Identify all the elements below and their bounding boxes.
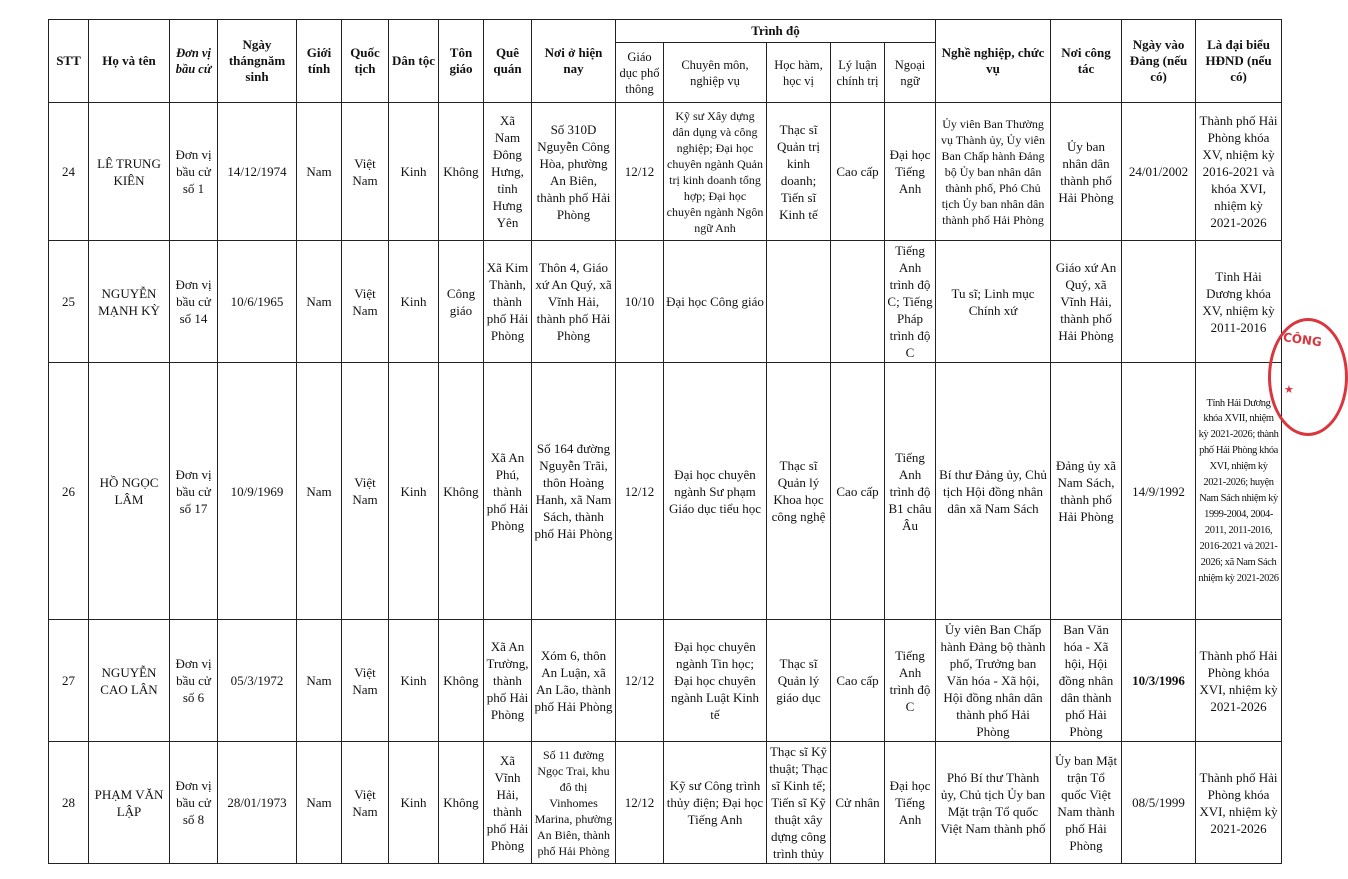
cell-ngoai-ngu: Tiếng Anh trình độ C (885, 620, 936, 742)
cell-stt: 27 (49, 620, 89, 742)
cell-que-quan: Xã Nam Đông Hưng, tỉnh Hưng Yên (484, 103, 532, 241)
cell-nghe-nghiep: Tu sĩ; Linh mục Chính xứ (936, 241, 1051, 363)
table-row (49, 742, 1282, 864)
cell-giao-duc: 12/12 (616, 363, 664, 620)
cell-chuyen-mon: Kỹ sư Công trình thủy điện; Đại học Tiếng Anh (664, 742, 767, 864)
cell-ho-ten: LÊ TRUNG KIÊN (89, 103, 170, 241)
cell-noi-cong-tac: Ủy ban nhân dân thành phố Hải Phòng (1051, 103, 1122, 241)
cell-gioi-tinh: Nam (297, 103, 342, 241)
header-chuyen-mon: Chuyên môn, nghiệp vụ (664, 43, 767, 103)
cell-chuyen-mon: Kỹ sư Xây dựng dân dụng và công nghiệp; Đại học chuyên ngành Quản trị kinh doanh tổng hợp; Đại học chuyên ngành Ngôn ngữ Anh (664, 103, 767, 241)
cell-gioi-tinh: Nam (297, 620, 342, 742)
header-dai-bieu: Là đại biểu HĐND (nếu có) (1196, 20, 1282, 103)
cell-ngay-vao-dang: 24/01/2002 (1122, 103, 1196, 241)
cell-chuyen-mon: Đại học chuyên ngành Sư phạm Giáo dục tiểu học (664, 363, 767, 620)
cell-ngay-sinh: 05/3/1972 (218, 620, 297, 742)
cell-giao-duc: 12/12 (616, 742, 664, 864)
cell-nghe-nghiep: Bí thư Đảng ủy, Chủ tịch Hội đồng nhân dân xã Nam Sách (936, 363, 1051, 620)
table-row (49, 103, 1282, 241)
header-ho-ten: Họ và tên (89, 20, 170, 103)
cell-ho-ten: NGUYỄN MẠNH KỲ (89, 241, 170, 363)
cell-quoc-tich: Việt Nam (342, 363, 389, 620)
table-row (49, 620, 1282, 742)
cell-ly-luan: Cử nhân (831, 742, 885, 864)
cell-noi-o: Thôn 4, Giáo xứ An Quý, xã Vĩnh Hải, thành phố Hải Phòng (532, 241, 616, 363)
cell-nghe-nghiep: Phó Bí thư Thành ủy, Chủ tịch Ủy ban Mặt trận Tổ quốc Việt Nam thành phố (936, 742, 1051, 864)
cell-ton-giao: Không (439, 103, 484, 241)
cell-stt: 24 (49, 103, 89, 241)
cell-ly-luan: Cao cấp (831, 620, 885, 742)
cell-dan-toc: Kinh (389, 241, 439, 363)
cell-stt: 26 (49, 363, 89, 620)
cell-ly-luan (831, 241, 885, 363)
header-don-vi: Đơn vị bầu cử (170, 20, 218, 103)
cell-nghe-nghiep: Ủy viên Ban Thường vụ Thành ủy, Ủy viên Ban Chấp hành Đảng bộ Ủy ban nhân dân thành phố, Phó Chủ tịch Ủy ban nhân dân thành phố Hải Phòng (936, 103, 1051, 241)
cell-ngay-sinh: 10/9/1969 (218, 363, 297, 620)
cell-dan-toc: Kinh (389, 103, 439, 241)
cell-ngay-sinh: 10/6/1965 (218, 241, 297, 363)
header-nghe-nghiep: Nghề nghiệp, chức vụ (936, 20, 1051, 103)
header-ngay-vao-dang: Ngày vào Đảng (nếu có) (1122, 20, 1196, 103)
cell-hoc-ham: Thạc sĩ Quản lý giáo dục (767, 620, 831, 742)
cell-que-quan: Xã Kim Thành, thành phố Hải Phòng (484, 241, 532, 363)
cell-dan-toc: Kinh (389, 620, 439, 742)
cell-giao-duc: 12/12 (616, 103, 664, 241)
cell-dan-toc: Kinh (389, 742, 439, 864)
cell-giao-duc: 12/12 (616, 620, 664, 742)
header-noi-o: Nơi ở hiện nay (532, 20, 616, 103)
cell-ho-ten: NGUYỄN CAO LÂN (89, 620, 170, 742)
cell-ngoai-ngu: Tiếng Anh trình độ B1 châu Âu (885, 363, 936, 620)
header-stt: STT (49, 20, 89, 103)
official-seal-text: CÔNG (1282, 330, 1323, 350)
cell-hoc-ham: Thạc sĩ Kỹ thuật; Thạc sĩ Kinh tế; Tiến sĩ Kỹ thuật xây dựng công trình thủy (767, 742, 831, 864)
cell-quoc-tich: Việt Nam (342, 742, 389, 864)
cell-gioi-tinh: Nam (297, 241, 342, 363)
header-que-quan: Quê quán (484, 20, 532, 103)
header-hoc-ham: Học hàm, học vị (767, 43, 831, 103)
header-trinh-do: Trình độ (616, 20, 936, 43)
cell-dai-bieu: Thành phố Hải Phòng khóa XVI, nhiệm kỳ 2021-2026 (1196, 620, 1282, 742)
cell-ngay-vao-dang (1122, 241, 1196, 363)
cell-don-vi: Đơn vị bầu cử số 14 (170, 241, 218, 363)
cell-hoc-ham (767, 241, 831, 363)
cell-quoc-tich: Việt Nam (342, 103, 389, 241)
cell-don-vi: Đơn vị bầu cử số 6 (170, 620, 218, 742)
table-row (49, 241, 1282, 363)
cell-noi-cong-tac: Ủy ban Mặt trận Tổ quốc Việt Nam thành phố Hải Phòng (1051, 742, 1122, 864)
cell-ho-ten: PHẠM VĂN LẬP (89, 742, 170, 864)
cell-hoc-ham: Thạc sĩ Quản trị kinh doanh; Tiến sĩ Kinh tế (767, 103, 831, 241)
cell-ton-giao: Công giáo (439, 241, 484, 363)
cell-ton-giao: Không (439, 363, 484, 620)
cell-gioi-tinh: Nam (297, 742, 342, 864)
cell-ly-luan: Cao cấp (831, 363, 885, 620)
cell-giao-duc: 10/10 (616, 241, 664, 363)
cell-ly-luan: Cao cấp (831, 103, 885, 241)
cell-quoc-tich: Việt Nam (342, 620, 389, 742)
cell-dai-bieu: Tỉnh Hải Dương khóa XV, nhiệm kỳ 2011-2016 (1196, 241, 1282, 363)
header-ngay-sinh: Ngày thángnăm sinh (218, 20, 297, 103)
cell-ngoai-ngu: Đại học Tiếng Anh (885, 103, 936, 241)
cell-ngoai-ngu: Tiếng Anh trình độ C; Tiếng Pháp trình độ C (885, 241, 936, 363)
seal-star-icon: ★ (1284, 384, 1294, 396)
cell-noi-o: Xóm 6, thôn An Luận, xã An Lão, thành phố Hải Phòng (532, 620, 616, 742)
header-row-1 (49, 20, 1282, 43)
cell-stt: 28 (49, 742, 89, 864)
cell-quoc-tich: Việt Nam (342, 241, 389, 363)
cell-que-quan: Xã An Trường, thành phố Hải Phòng (484, 620, 532, 742)
cell-dai-bieu: Thành phố Hải Phòng khóa XVI, nhiệm kỳ 2021-2026 (1196, 742, 1282, 864)
header-ton-giao: Tôn giáo (439, 20, 484, 103)
cell-ngay-vao-dang: 08/5/1999 (1122, 742, 1196, 864)
header-ngoai-ngu: Ngoại ngữ (885, 43, 936, 103)
cell-stt: 25 (49, 241, 89, 363)
cell-don-vi: Đơn vị bầu cử số 8 (170, 742, 218, 864)
cell-ngay-sinh: 28/01/1973 (218, 742, 297, 864)
cell-ngay-vao-dang: 14/9/1992 (1122, 363, 1196, 620)
cell-chuyen-mon: Đại học chuyên ngành Tin học; Đại học chuyên ngành Luật Kinh tế (664, 620, 767, 742)
cell-noi-cong-tac: Ban Văn hóa - Xã hội, Hội đồng nhân dân thành phố Hải Phòng (1051, 620, 1122, 742)
cell-don-vi: Đơn vị bầu cử số 1 (170, 103, 218, 241)
cell-dai-bieu: Tỉnh Hải Dương khóa XVII, nhiệm kỳ 2021-2026; thành phố Hải Phòng khóa XVI, nhiệm kỳ 2021-2026; huyện Nam Sách nhiệm kỳ 1999-2004, 2004-2011, 2011-2016, 2016-2021 và 2021-2026; xã Nam Sách nhiệm kỳ 2021-2026 (1196, 363, 1282, 620)
cell-noi-cong-tac: Đảng ủy xã Nam Sách, thành phố Hải Phòng (1051, 363, 1122, 620)
cell-noi-cong-tac: Giáo xứ An Quý, xã Vĩnh Hải, thành phố Hải Phòng (1051, 241, 1122, 363)
cell-chuyen-mon: Đại học Công giáo (664, 241, 767, 363)
cell-noi-o: Số 164 đường Nguyễn Trãi, thôn Hoàng Hanh, xã Nam Sách, thành phố Hải Phòng (532, 363, 616, 620)
header-gioi-tinh: Giới tính (297, 20, 342, 103)
cell-ngay-sinh: 14/12/1974 (218, 103, 297, 241)
header-noi-cong-tac: Nơi công tác (1051, 20, 1122, 103)
cell-ho-ten: HỒ NGỌC LÂM (89, 363, 170, 620)
header-quoc-tich: Quốc tịch (342, 20, 389, 103)
cell-que-quan: Xã Vĩnh Hải, thành phố Hải Phòng (484, 742, 532, 864)
cell-ngay-vao-dang: 10/3/1996 (1122, 620, 1196, 742)
header-dan-toc: Dân tộc (389, 20, 439, 103)
cell-noi-o: Số 11 đường Ngọc Trai, khu đô thị Vinhomes Marina, phường An Biên, thành phố Hải Phòng (532, 742, 616, 864)
cell-ton-giao: Không (439, 742, 484, 864)
cell-ton-giao: Không (439, 620, 484, 742)
cell-dan-toc: Kinh (389, 363, 439, 620)
cell-hoc-ham: Thạc sĩ Quản lý Khoa học công nghệ (767, 363, 831, 620)
cell-noi-o: Số 310D Nguyễn Công Hòa, phường An Biên, thành phố Hải Phòng (532, 103, 616, 241)
cell-ngoai-ngu: Đại học Tiếng Anh (885, 742, 936, 864)
cell-gioi-tinh: Nam (297, 363, 342, 620)
cell-dai-bieu: Thành phố Hải Phòng khóa XV, nhiệm kỳ 2016-2021 và khóa XVI, nhiệm kỳ 2021-2026 (1196, 103, 1282, 241)
candidate-table (48, 19, 1282, 864)
header-ly-luan: Lý luận chính trị (831, 43, 885, 103)
cell-que-quan: Xã An Phú, thành phố Hải Phòng (484, 363, 532, 620)
cell-don-vi: Đơn vị bầu cử số 17 (170, 363, 218, 620)
cell-nghe-nghiep: Ủy viên Ban Chấp hành Đảng bộ thành phố, Trưởng ban Văn hóa - Xã hội, Hội đồng nhân dân thành phố Hải Phòng (936, 620, 1051, 742)
table-row (49, 363, 1282, 620)
header-giao-duc: Giáo dục phổ thông (616, 43, 664, 103)
